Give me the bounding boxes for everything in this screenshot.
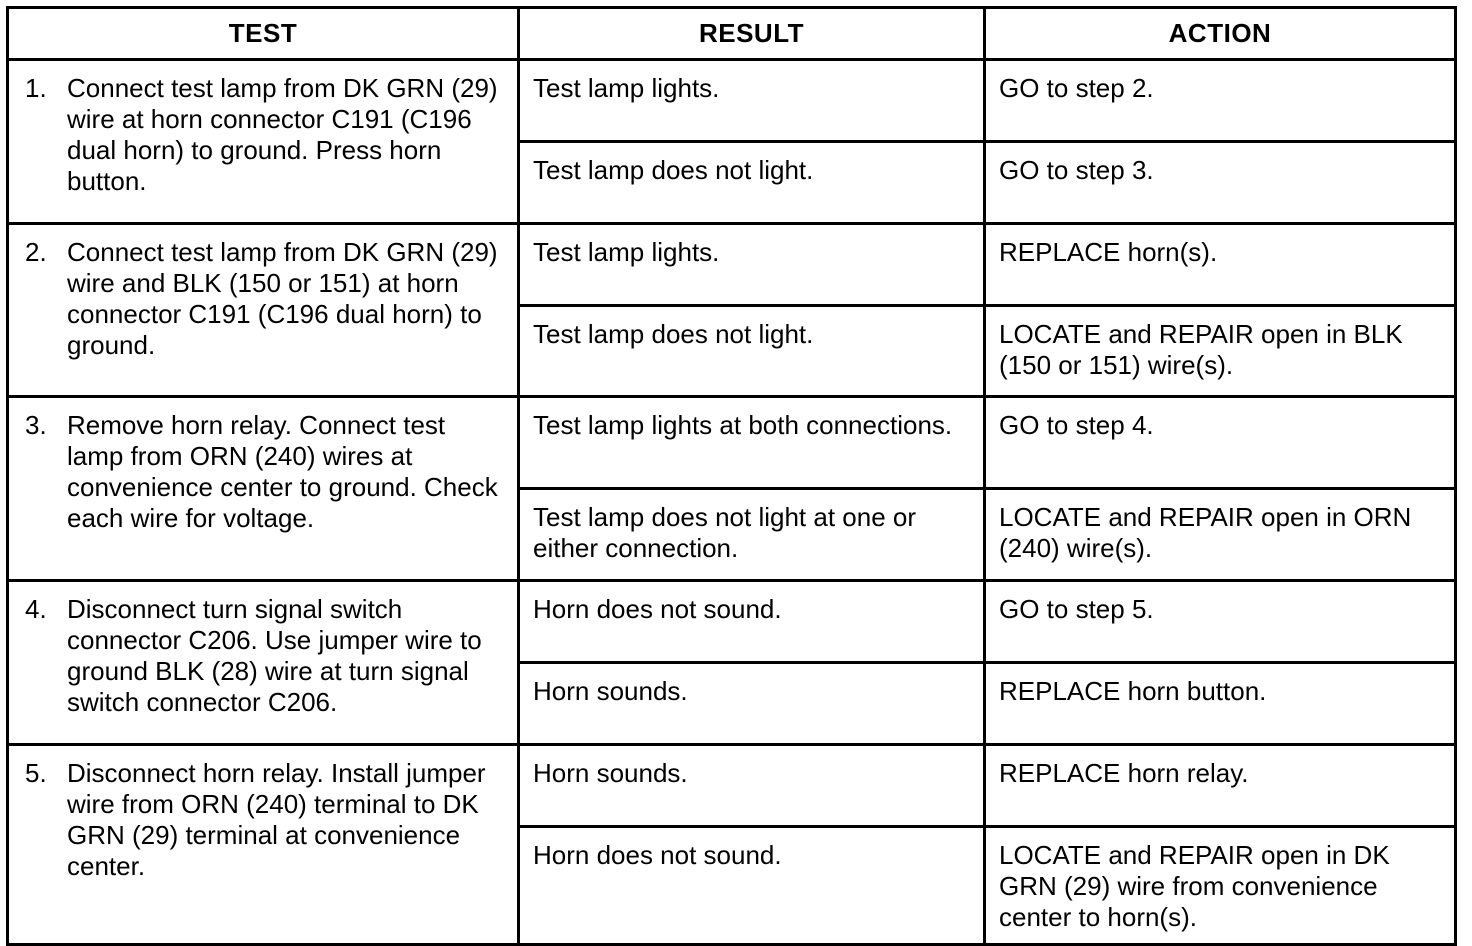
test-text: Connect test lamp from DK GRN (29) wire and BLK (150 or 151) at horn connector C191 (C196 dual horn) to ground. — [67, 237, 498, 360]
test-cell-step-4 — [8, 581, 519, 745]
result-cell: Test lamp lights at both connections. — [519, 397, 985, 489]
test-text: Disconnect horn relay. Install jumper wire from ORN (240) terminal to DK GRN (29) terminal at convenience center. — [67, 758, 486, 881]
result-cell: Test lamp lights. — [519, 224, 985, 306]
action-cell: GO to step 5. — [985, 581, 1456, 663]
step-number: 1. — [25, 73, 47, 103]
test-content — [25, 594, 503, 718]
table-row — [8, 745, 1456, 827]
test-text: Disconnect turn signal switch connector C206. Use jumper wire to ground BLK (28) wire at turn signal switch connector C206. — [67, 594, 482, 717]
step-number: 4. — [25, 594, 47, 624]
result-cell: Test lamp does not light at one or either connection. — [519, 489, 985, 581]
test-content — [25, 758, 503, 882]
test-cell-step-2 — [8, 224, 519, 397]
test-cell-step-1 — [8, 60, 519, 224]
action-cell: LOCATE and REPAIR open in ORN (240) wire(s). — [985, 489, 1456, 581]
test-content — [25, 73, 503, 197]
result-cell: Test lamp lights. — [519, 60, 985, 142]
result-cell: Horn sounds. — [519, 745, 985, 827]
table-row — [8, 60, 1456, 142]
header-row — [8, 8, 1456, 60]
test-text: Remove horn relay. Connect test lamp from ORN (240) wires at convenience center to ground. Check each wire for voltage. — [67, 410, 498, 533]
test-content — [25, 410, 503, 534]
header-result: RESULT — [519, 8, 985, 60]
step-number: 2. — [25, 237, 47, 267]
action-cell: LOCATE and REPAIR open in DK GRN (29) wire from convenience center to horn(s). — [985, 827, 1456, 945]
test-content — [25, 237, 503, 361]
result-cell: Test lamp does not light. — [519, 142, 985, 224]
table-header — [8, 8, 1456, 60]
action-cell: GO to step 2. — [985, 60, 1456, 142]
action-cell: GO to step 3. — [985, 142, 1456, 224]
action-cell: REPLACE horn relay. — [985, 745, 1456, 827]
test-text: Connect test lamp from DK GRN (29) wire at horn connector C191 (C196 dual horn) to ground. Press horn button. — [67, 73, 498, 196]
action-cell: REPLACE horn button. — [985, 663, 1456, 745]
test-cell-step-3 — [8, 397, 519, 581]
header-test: TEST — [8, 8, 519, 60]
step-number: 3. — [25, 410, 47, 440]
result-cell: Horn sounds. — [519, 663, 985, 745]
step-number: 5. — [25, 758, 47, 788]
result-cell: Test lamp does not light. — [519, 306, 985, 397]
test-cell-step-5 — [8, 745, 519, 945]
action-cell: LOCATE and REPAIR open in BLK (150 or 151) wire(s). — [985, 306, 1456, 397]
table-row — [8, 397, 1456, 489]
action-cell: GO to step 4. — [985, 397, 1456, 489]
table-row — [8, 224, 1456, 306]
header-action: ACTION — [985, 8, 1456, 60]
action-cell: REPLACE horn(s). — [985, 224, 1456, 306]
diagnostic-table — [6, 6, 1457, 946]
result-cell: Horn does not sound. — [519, 581, 985, 663]
table-body — [8, 60, 1456, 945]
result-cell: Horn does not sound. — [519, 827, 985, 945]
table-row — [8, 581, 1456, 663]
